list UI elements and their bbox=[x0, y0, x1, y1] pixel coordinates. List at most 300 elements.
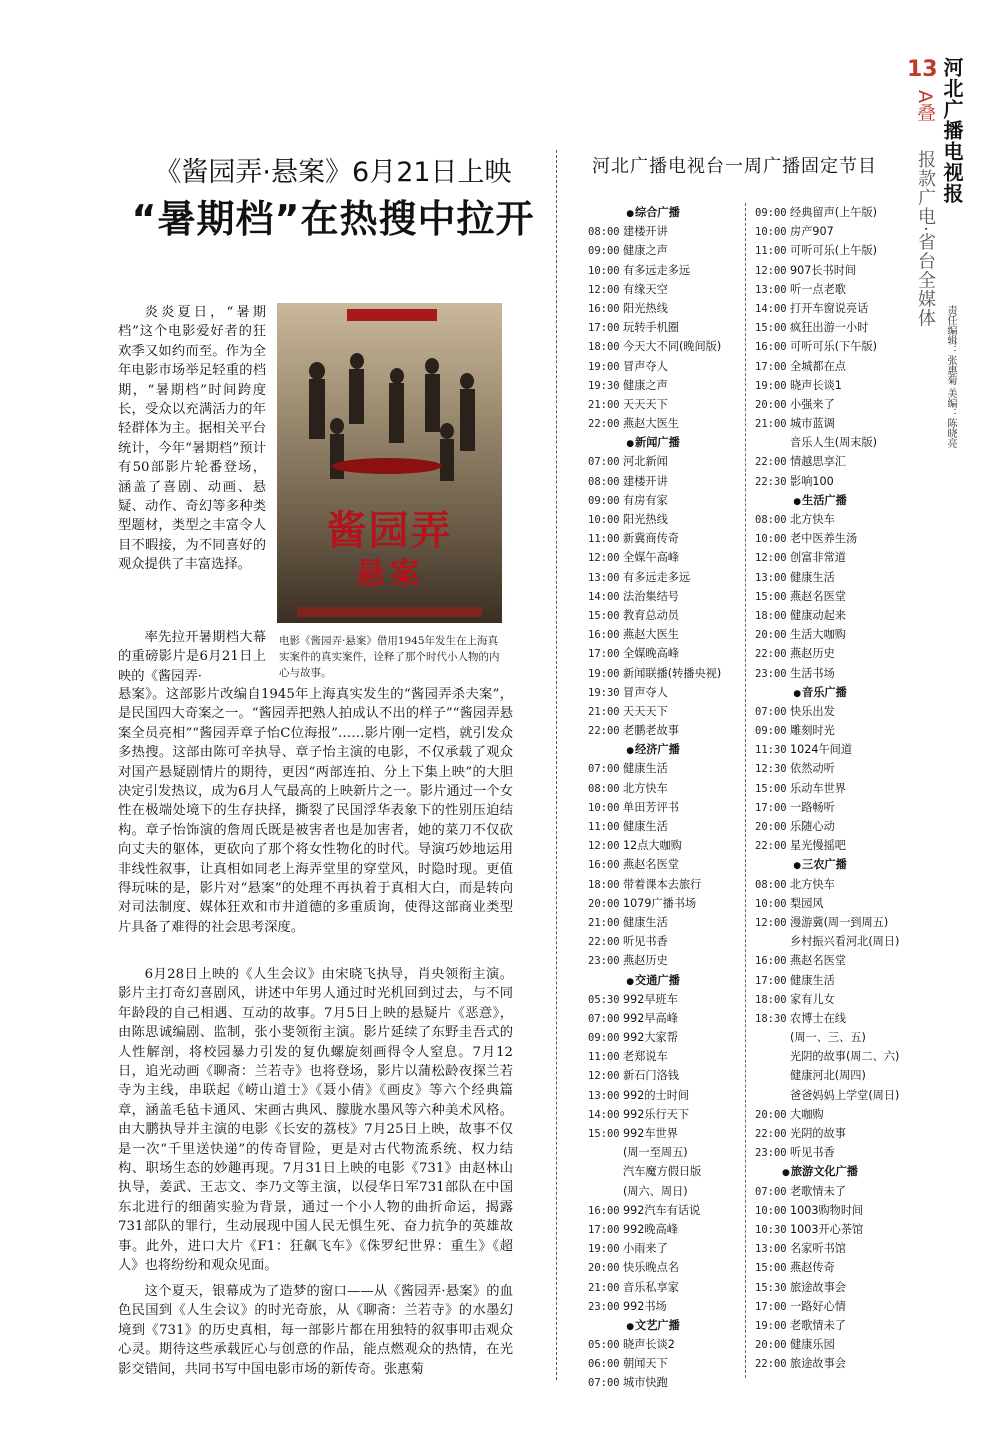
article-paragraph-3: 6月28日上映的《人生会议》由宋晓飞执导，肖央领衔主演。影片主打奇幻喜剧风，讲述中年男人通过时光机回到过去，与不同年龄段的自己相遇、互动的故事。7月5日上映的悬疑片《恶意》，由陈思诚编剧、监制，张小斐领衔主演。影片延续了东野圭吾式的人性解剖，将校园暴力引发的复仇螺旋刻画得令人窒息。7月12日，追光动画《聊斋：兰若寺》也将登场，影片以蒲松龄夜探兰若寺为主线，串联起《崂山道士》《聂小倩》《画皮》等六个经典篇章，涵盖毛毡卡通风、宋画古典风、朦胧水墨风等六种美术风格。由大鹏执导并主演的电影《长安的荔枝》7月25日上映，故事不仅是一次“千里送快递”的传奇冒险，更是对古代物流系统、权力结构、职场生态的妙趣再现。7月31日上映的电影《731》由赵林山执导，姜武、王志文、李乃文等主演，以侵华日军731部队在中国东北进行的细菌实验为背景，通过一个小人物的曲折命运，揭露731部队的罪行，生动展现中国人民无惧生死、奋力抗争的英雄故事。此外，进口大片《F1：狂飙飞车》《侏罗纪世界：重生》《超人》也将纷纷和观众见面。 bbox=[118, 967, 513, 1274]
program-time: 10:00 bbox=[588, 514, 620, 526]
program-time: 09:00 bbox=[588, 494, 620, 507]
poster-caption: 电影《酱园弄·悬案》借用1945年发生在上海真实案件的真实案件，诠释了那个时代小人物的内心与故事。 bbox=[279, 635, 500, 679]
program-name: 爸爸妈妈上学堂(周日) bbox=[790, 1088, 900, 1102]
column-divider bbox=[556, 150, 557, 1380]
program-name: 河北新闻 bbox=[623, 455, 668, 469]
program-name: 冒声夺人 bbox=[623, 685, 668, 699]
schedule-program-row bbox=[755, 836, 915, 855]
schedule-program-row bbox=[588, 318, 743, 337]
program-name: 光阴的故事(周二、六) bbox=[790, 1050, 900, 1064]
poster-title-line-1: 酱园弄 bbox=[326, 508, 453, 554]
program-name: 法治集结号 bbox=[623, 589, 679, 603]
program-name: 1079广播书场 bbox=[623, 896, 697, 910]
movie-poster-image bbox=[277, 303, 502, 623]
program-name: 漫游冀(周一到周五) bbox=[790, 915, 889, 929]
schedule-program-row bbox=[755, 971, 915, 990]
program-name: 老歌情未了 bbox=[790, 1184, 846, 1198]
program-time: 16:00 bbox=[588, 629, 620, 642]
schedule-program-row bbox=[588, 1047, 743, 1066]
schedule-program-row bbox=[588, 452, 743, 471]
program-name: 全媒午高峰 bbox=[623, 551, 679, 565]
editor-credits: 责任编辑：张惠菊 美编：陈晓亮 bbox=[945, 305, 956, 449]
program-name: 乡村振兴看河北(周日) bbox=[790, 935, 900, 949]
schedule-program-row bbox=[755, 1239, 915, 1258]
schedule-program-row bbox=[755, 1182, 915, 1201]
program-time: 19:30 bbox=[588, 686, 620, 699]
schedule-program-row bbox=[588, 1335, 743, 1354]
program-name: 城市蓝调 bbox=[790, 417, 835, 431]
program-time: 07:00 bbox=[588, 1377, 620, 1390]
program-time: 21:00 bbox=[588, 1281, 620, 1294]
program-name: 晓声长谈1 bbox=[790, 378, 842, 392]
program-name: 音乐私享家 bbox=[623, 1280, 679, 1294]
schedule-program-row bbox=[588, 817, 743, 836]
program-time: 22:30 bbox=[755, 475, 787, 488]
schedule-program-row bbox=[588, 395, 743, 414]
program-time: 20:00 bbox=[588, 897, 620, 910]
program-time: 08:00 bbox=[588, 475, 620, 488]
schedule-program-row bbox=[755, 1047, 915, 1066]
program-name: 教育总动员 bbox=[623, 608, 679, 622]
program-time: 23:00 bbox=[588, 955, 620, 968]
schedule-program-row bbox=[755, 1297, 915, 1316]
program-name: 老歌情未了 bbox=[790, 1318, 846, 1332]
program-time: 17:00 bbox=[755, 801, 787, 814]
schedule-program-row bbox=[755, 1009, 915, 1028]
program-name: (周一、三、五) bbox=[790, 1031, 866, 1045]
schedule-program-row bbox=[755, 1354, 915, 1373]
program-time: 22:00 bbox=[755, 648, 787, 661]
program-time: 16:00 bbox=[755, 955, 787, 968]
program-name: 可听可乐(下午版) bbox=[790, 340, 878, 354]
program-name: 单田芳评书 bbox=[623, 800, 679, 814]
schedule-program-row bbox=[755, 606, 915, 625]
program-name: 生活书场 bbox=[790, 666, 835, 680]
program-name: 燕赵名医堂 bbox=[790, 589, 846, 603]
schedule-program-row bbox=[755, 472, 915, 491]
program-name: 阳光热线 bbox=[623, 301, 668, 315]
schedule-channel-heading: ● 交通广播 bbox=[588, 971, 718, 990]
program-time: 14:00 bbox=[588, 1108, 620, 1121]
program-name: 健康生活 bbox=[790, 973, 835, 987]
program-time: 06:00 bbox=[588, 1358, 620, 1371]
schedule-program-row bbox=[755, 1258, 915, 1277]
program-time: 22:00 bbox=[755, 1358, 787, 1371]
schedule-program-row bbox=[588, 337, 743, 356]
program-time: 20:00 bbox=[755, 1339, 787, 1352]
program-time: 08:00 bbox=[588, 782, 620, 795]
program-time: 15:00 bbox=[588, 609, 620, 622]
schedule-program-row bbox=[755, 510, 915, 529]
program-name: 12点大咖购 bbox=[623, 839, 682, 853]
program-name: 打开车窗说亮话 bbox=[790, 301, 869, 315]
program-name: 乐随心动 bbox=[790, 820, 835, 833]
program-time: 20:00 bbox=[755, 398, 787, 411]
schedule-program-row bbox=[588, 1258, 743, 1277]
program-time: 10:00 bbox=[755, 226, 787, 239]
program-name: 今天大不同(晚间版) bbox=[623, 340, 722, 354]
program-time: 14:00 bbox=[588, 590, 620, 603]
schedule-program-row bbox=[588, 241, 743, 260]
schedule-program-row bbox=[588, 721, 743, 740]
schedule-program-row bbox=[588, 894, 743, 913]
schedule-channel-heading: ● 经济广播 bbox=[588, 740, 718, 759]
schedule-program-row bbox=[588, 222, 743, 241]
program-time: 08:00 bbox=[755, 514, 787, 526]
program-name: 新闻联播(转播央视) bbox=[623, 666, 722, 680]
program-name: 疯狂出游一小时 bbox=[790, 321, 869, 335]
schedule-program-row bbox=[755, 1028, 915, 1047]
program-name: 老郑说车 bbox=[623, 1050, 668, 1064]
program-time: 20:00 bbox=[755, 1108, 787, 1121]
program-time: 07:00 bbox=[588, 763, 620, 776]
program-name: 一路好心情 bbox=[790, 1299, 846, 1313]
program-name: 燕赵名医堂 bbox=[790, 954, 846, 968]
schedule-program-row bbox=[755, 894, 915, 913]
program-time: 08:00 bbox=[588, 226, 620, 239]
schedule-program-row bbox=[588, 932, 743, 951]
program-time: 19:00 bbox=[588, 1243, 620, 1256]
program-name: 老中医养生汤 bbox=[790, 532, 858, 546]
program-time: 12:00 bbox=[588, 1070, 620, 1083]
program-name: (周一至周五) bbox=[623, 1146, 688, 1160]
program-time: 20:00 bbox=[588, 1262, 620, 1275]
schedule-program-row bbox=[588, 875, 743, 894]
schedule-program-row bbox=[588, 1239, 743, 1258]
program-name: 快乐出发 bbox=[790, 704, 835, 718]
schedule-program-row bbox=[755, 299, 915, 318]
program-time: 15:00 bbox=[755, 1262, 787, 1275]
schedule-program-row bbox=[588, 836, 743, 855]
schedule-program-row bbox=[755, 721, 915, 740]
program-time: 20:00 bbox=[755, 821, 787, 833]
program-name: 农博士在线 bbox=[790, 1011, 846, 1025]
schedule-program-row bbox=[755, 990, 915, 1009]
program-name: 新冀商传奇 bbox=[623, 532, 679, 546]
program-time: 17:00 bbox=[588, 648, 620, 661]
program-name: 经典留声(上午版) bbox=[790, 206, 878, 219]
program-time: 07:00 bbox=[755, 1185, 787, 1198]
schedule-program-row bbox=[755, 1220, 915, 1239]
program-name: 旅途故事会 bbox=[790, 1357, 846, 1371]
headline-line-2: “暑期档”在热搜中拉开 bbox=[131, 197, 535, 241]
schedule-program-row bbox=[588, 472, 743, 491]
program-time: 10:30 bbox=[755, 1223, 787, 1236]
program-time: 18:00 bbox=[588, 878, 620, 891]
schedule-program-row bbox=[755, 452, 915, 471]
schedule-program-row bbox=[588, 1354, 743, 1373]
schedule-column-1 bbox=[588, 203, 743, 1393]
schedule-program-row bbox=[588, 1220, 743, 1239]
program-name: 北方快车 bbox=[623, 781, 668, 795]
schedule-program-row bbox=[588, 548, 743, 567]
program-time: 11:00 bbox=[588, 1051, 620, 1064]
program-time: 19:00 bbox=[588, 360, 620, 373]
program-name: 情越思享汇 bbox=[790, 455, 846, 469]
program-name: 大咖购 bbox=[790, 1107, 824, 1121]
program-time: 07:00 bbox=[755, 705, 787, 718]
schedule-program-row bbox=[755, 625, 915, 644]
edition-label: A叠 bbox=[914, 90, 936, 122]
program-time: 22:00 bbox=[755, 456, 787, 469]
poster-figures-graphic bbox=[287, 331, 492, 481]
article-paragraph-4: 这个夏天，银幕成为了造梦的窗口——从《酱园弄·悬案》的血色民国到《人生会议》的时光奇旅，从《聊斋：兰若寺》的水墨幻境到《731》的历史真相，每一部影片都在用独特的叙事叩击观众心灵。期待这些承载匠心与创意的作品，能点燃观众的热情，在光影交错间，共同书写中国电影市场的新传奇。张惠菊 bbox=[118, 1284, 513, 1377]
program-time: 19:00 bbox=[755, 1319, 787, 1332]
schedule-program-row bbox=[588, 855, 743, 874]
program-time: 22:00 bbox=[755, 1128, 787, 1140]
program-name: 有房有家 bbox=[623, 493, 668, 507]
program-time: 18:00 bbox=[588, 341, 620, 354]
program-time: 14:00 bbox=[755, 302, 787, 315]
schedule-program-row bbox=[755, 1086, 915, 1105]
program-name: 可听可乐(上午版) bbox=[790, 244, 878, 258]
schedule-program-row bbox=[588, 299, 743, 318]
schedule-channel-heading: ● 音乐广播 bbox=[755, 683, 885, 702]
schedule-program-row bbox=[588, 683, 743, 702]
masthead-signature-logo bbox=[942, 210, 966, 290]
schedule-program-row bbox=[755, 203, 915, 222]
schedule-program-row bbox=[588, 1143, 743, 1162]
program-name: 992早班车 bbox=[623, 992, 678, 1006]
schedule-program-row bbox=[755, 222, 915, 241]
program-name: 朝闻天下 bbox=[623, 1357, 668, 1371]
program-name: 听一点老歌 bbox=[790, 282, 846, 296]
program-name: 992晚高峰 bbox=[623, 1222, 678, 1236]
program-time: 05:30 bbox=[588, 993, 620, 1006]
program-name: 老鹏老故事 bbox=[623, 724, 679, 738]
schedule-program-row bbox=[755, 817, 915, 836]
program-time: 10:00 bbox=[588, 801, 620, 814]
program-name: 生活大咖购 bbox=[790, 628, 846, 642]
program-name: 名家听书馆 bbox=[790, 1242, 846, 1256]
program-name: 梨园风 bbox=[790, 896, 824, 910]
program-time: 19:00 bbox=[755, 379, 787, 392]
program-time: 12:00 bbox=[755, 552, 787, 565]
program-name: 燕赵历史 bbox=[623, 954, 668, 968]
schedule-program-row bbox=[588, 1373, 743, 1392]
schedule-program-row bbox=[588, 1009, 743, 1028]
program-name: 全城都在点 bbox=[790, 359, 846, 373]
program-time: 12:00 bbox=[755, 916, 787, 929]
headline-line-1: 《酱园弄·悬案》6月21日上映 bbox=[154, 157, 512, 188]
schedule-program-row bbox=[588, 1278, 743, 1297]
schedule-program-row bbox=[755, 1335, 915, 1354]
program-name: 新石门洛钱 bbox=[623, 1069, 679, 1083]
schedule-program-row bbox=[588, 951, 743, 970]
schedule-program-row bbox=[588, 414, 743, 433]
program-name: 992大家帮 bbox=[623, 1031, 678, 1045]
schedule-program-row bbox=[755, 1278, 915, 1297]
program-name: 听见书香 bbox=[623, 935, 668, 949]
schedule-column-2 bbox=[755, 203, 915, 1373]
schedule-program-row bbox=[588, 280, 743, 299]
poster-top-banner bbox=[347, 309, 437, 321]
program-time: 21:00 bbox=[588, 705, 620, 718]
program-name: 快乐晚点名 bbox=[623, 1261, 679, 1275]
schedule-program-row bbox=[755, 280, 915, 299]
program-time: 19:30 bbox=[588, 379, 620, 392]
schedule-program-row bbox=[755, 261, 915, 280]
program-time: 11:30 bbox=[755, 744, 787, 757]
program-name: 雕刻时光 bbox=[790, 724, 835, 738]
schedule-program-row bbox=[588, 587, 743, 606]
schedule-program-row bbox=[588, 1162, 743, 1181]
schedule-program-row bbox=[588, 1028, 743, 1047]
program-time: 13:00 bbox=[755, 571, 787, 584]
program-time: 16:00 bbox=[588, 1204, 620, 1217]
program-time: 21:00 bbox=[588, 916, 620, 929]
schedule-program-row bbox=[755, 1316, 915, 1335]
program-name: 依然动听 bbox=[790, 762, 835, 776]
schedule-program-row bbox=[755, 568, 915, 587]
program-name: 有缘天空 bbox=[623, 282, 668, 296]
schedule-program-row bbox=[755, 702, 915, 721]
schedule-program-row bbox=[755, 664, 915, 683]
schedule-program-row bbox=[588, 261, 743, 280]
program-name: 健康乐园 bbox=[790, 1338, 835, 1352]
article-paragraph-1: 炎炎夏日，“暑期档”这个电影爱好者的狂欢季又如约而至。作为全年电影市场举足轻重的档期，“暑期档”时间跨度长，受众以充满活力的年轻群体为主。据相关平台统计，今年“暑期档”预计有50部影片轮番登场，涵盖了喜剧、动画、悬疑、动作、奇幻等多种类型题材，类型之丰富令人目不暇接，为不同喜好的观众提供了丰富选择。 bbox=[118, 305, 266, 573]
program-time: 10:00 bbox=[755, 1204, 787, 1217]
program-time: 16:00 bbox=[755, 341, 787, 354]
program-time: 13:00 bbox=[588, 571, 620, 584]
program-time: 09:00 bbox=[588, 1032, 620, 1045]
schedule-program-row bbox=[755, 759, 915, 778]
program-name: 建楼开讲 bbox=[623, 225, 668, 239]
program-name: 992早高峰 bbox=[623, 1011, 678, 1025]
schedule-program-row bbox=[755, 798, 915, 817]
program-time: 20:00 bbox=[755, 629, 787, 642]
schedule-channel-heading: ● 旅游文化广播 bbox=[755, 1162, 885, 1181]
program-name: 创富非常道 bbox=[790, 551, 846, 565]
schedule-program-row bbox=[588, 376, 743, 395]
schedule-program-row bbox=[755, 1143, 915, 1162]
schedule-program-row bbox=[588, 1124, 743, 1143]
program-name: 992乐行天下 bbox=[623, 1107, 690, 1121]
schedule-program-row bbox=[588, 357, 743, 376]
schedule-program-row bbox=[755, 1066, 915, 1085]
program-time: 13:00 bbox=[588, 1089, 620, 1102]
schedule-channel-heading: ● 新闻广播 bbox=[588, 433, 718, 452]
program-name: 燕赵传奇 bbox=[790, 1261, 835, 1275]
schedule-program-row bbox=[588, 990, 743, 1009]
schedule-program-row bbox=[588, 1105, 743, 1124]
program-name: 一路畅听 bbox=[790, 800, 835, 814]
program-time: 22:00 bbox=[755, 840, 787, 853]
program-time: 21:00 bbox=[588, 398, 620, 411]
program-name: 燕赵历史 bbox=[790, 647, 835, 661]
program-name: 992书场 bbox=[623, 1299, 667, 1313]
schedule-channel-heading: ● 生活广播 bbox=[755, 491, 885, 510]
program-time: 22:00 bbox=[588, 936, 620, 949]
program-time: 12:00 bbox=[588, 840, 620, 853]
schedule-program-row bbox=[755, 740, 915, 759]
program-time: 09:00 bbox=[588, 245, 620, 258]
schedule-program-row bbox=[755, 318, 915, 337]
schedule-program-row bbox=[755, 357, 915, 376]
schedule-program-row bbox=[755, 395, 915, 414]
program-time: 15:00 bbox=[588, 1128, 620, 1140]
program-time: 10:00 bbox=[588, 264, 620, 277]
program-time: 09:00 bbox=[755, 207, 787, 219]
schedule-program-row bbox=[755, 548, 915, 567]
program-name: 北方快车 bbox=[790, 513, 835, 526]
program-time: 07:00 bbox=[588, 456, 620, 469]
program-name: 汽车魔方假日版 bbox=[623, 1165, 702, 1179]
poster-footer-banner bbox=[297, 607, 482, 617]
poster-title-line-2: 悬案 bbox=[355, 557, 424, 592]
schedule-program-row bbox=[588, 644, 743, 663]
program-name: 1003开心茶馆 bbox=[790, 1222, 864, 1236]
schedule-program-row bbox=[755, 587, 915, 606]
schedule-program-row bbox=[588, 529, 743, 548]
program-name: 健康动起来 bbox=[790, 608, 846, 622]
program-time: 17:00 bbox=[588, 1223, 620, 1236]
program-time: 23:00 bbox=[755, 667, 787, 680]
program-name: (周六、周日) bbox=[623, 1184, 688, 1198]
program-name: 带着课本去旅行 bbox=[623, 877, 702, 891]
schedule-program-row bbox=[755, 433, 915, 452]
article-paragraph-2-start: 率先拉开暑期档大幕的重磅影片是6月21日上映的《酱园弄· bbox=[118, 630, 266, 684]
program-name: 天天天下 bbox=[623, 704, 668, 718]
program-time: 12:30 bbox=[755, 763, 787, 776]
schedule-program-row bbox=[588, 606, 743, 625]
program-time: 15:00 bbox=[755, 322, 787, 335]
program-time: 12:00 bbox=[588, 283, 620, 296]
schedule-program-row bbox=[588, 625, 743, 644]
schedule-program-row bbox=[588, 702, 743, 721]
schedule-program-row bbox=[588, 759, 743, 778]
program-time: 23:00 bbox=[755, 1147, 787, 1160]
program-name: 健康河北(周四) bbox=[790, 1069, 866, 1083]
program-time: 18:00 bbox=[755, 609, 787, 622]
schedule-program-row bbox=[755, 1201, 915, 1220]
schedule-program-row bbox=[588, 1182, 743, 1201]
program-name: 全媒晚高峰 bbox=[623, 647, 679, 661]
program-time: 10:00 bbox=[755, 897, 787, 910]
program-name: 992汽车有话说 bbox=[623, 1203, 701, 1217]
program-time: 16:00 bbox=[588, 302, 620, 315]
schedule-program-row bbox=[755, 1124, 915, 1143]
schedule-program-row bbox=[755, 913, 915, 932]
schedule-program-row bbox=[755, 875, 915, 894]
program-time: 15:30 bbox=[755, 1281, 787, 1294]
schedule-program-row bbox=[588, 798, 743, 817]
program-name: 健康生活 bbox=[790, 570, 835, 584]
program-time: 22:00 bbox=[588, 725, 620, 738]
program-name: 冒声夺人 bbox=[623, 359, 668, 373]
program-name: 音乐人生(周末版) bbox=[790, 436, 878, 450]
schedule-program-row bbox=[755, 241, 915, 260]
program-time: 13:00 bbox=[755, 283, 787, 296]
program-name: 影响100 bbox=[790, 474, 834, 488]
schedule-program-row bbox=[588, 1086, 743, 1105]
program-time: 17:00 bbox=[755, 1300, 787, 1313]
page-number: 13 bbox=[907, 57, 938, 82]
schedule-title: 河北广播电视台一周广播固定节目 bbox=[592, 156, 877, 177]
schedule-channel-heading: ● 三农广播 bbox=[755, 855, 885, 874]
program-name: 旅途故事会 bbox=[790, 1280, 846, 1294]
program-time: 18:30 bbox=[755, 1012, 787, 1025]
schedule-channel-heading: ● 综合广播 bbox=[588, 203, 718, 222]
program-time: 10:00 bbox=[755, 533, 787, 546]
program-time: 18:00 bbox=[755, 993, 787, 1006]
article-paragraph-2-cont: 悬案》。这部影片改编自1945年上海真实发生的“酱园弄杀夫案”，是民国四大奇案之一。“酱园弄把熟人拍成认不出的样子”“酱园弄悬案全员亮相”“酱园弄章子怡C位海报”……影片刚一定档，就引发众多热搜。这部由陈可辛执导、章子怡主演的电影，不仅承载了观众对国产悬疑剧情片的期待，更因“两部连拍、分上下集上映”的大胆决定引发热议，成为6月人气最高的上映新片之一。影片通过一个女性在极端处境下的生存抉择，撕裂了民国浮华表象下的性别压迫结构。章子怡饰演的詹周氏既是被害者也是加害者，她的菜刀不仅砍向丈夫的躯体，更砍向了那个将女性物化的时代。导演巧妙地运用非线性叙事，让真相如同老上海弄堂里的穿堂风，时隐时现。更值得玩味的是，影片对“悬案”的处理不再执着于真相大白，而是转向对司法制度、媒体狂欢和市井道德的多重质询，使得这部商业类型片具备了难得的社会思考深度。 bbox=[118, 687, 513, 935]
schedule-program-row bbox=[588, 568, 743, 587]
schedule-program-row bbox=[588, 510, 743, 529]
program-time: 11:00 bbox=[588, 821, 620, 833]
program-time: 15:00 bbox=[755, 590, 787, 603]
schedule-program-row bbox=[588, 1201, 743, 1220]
